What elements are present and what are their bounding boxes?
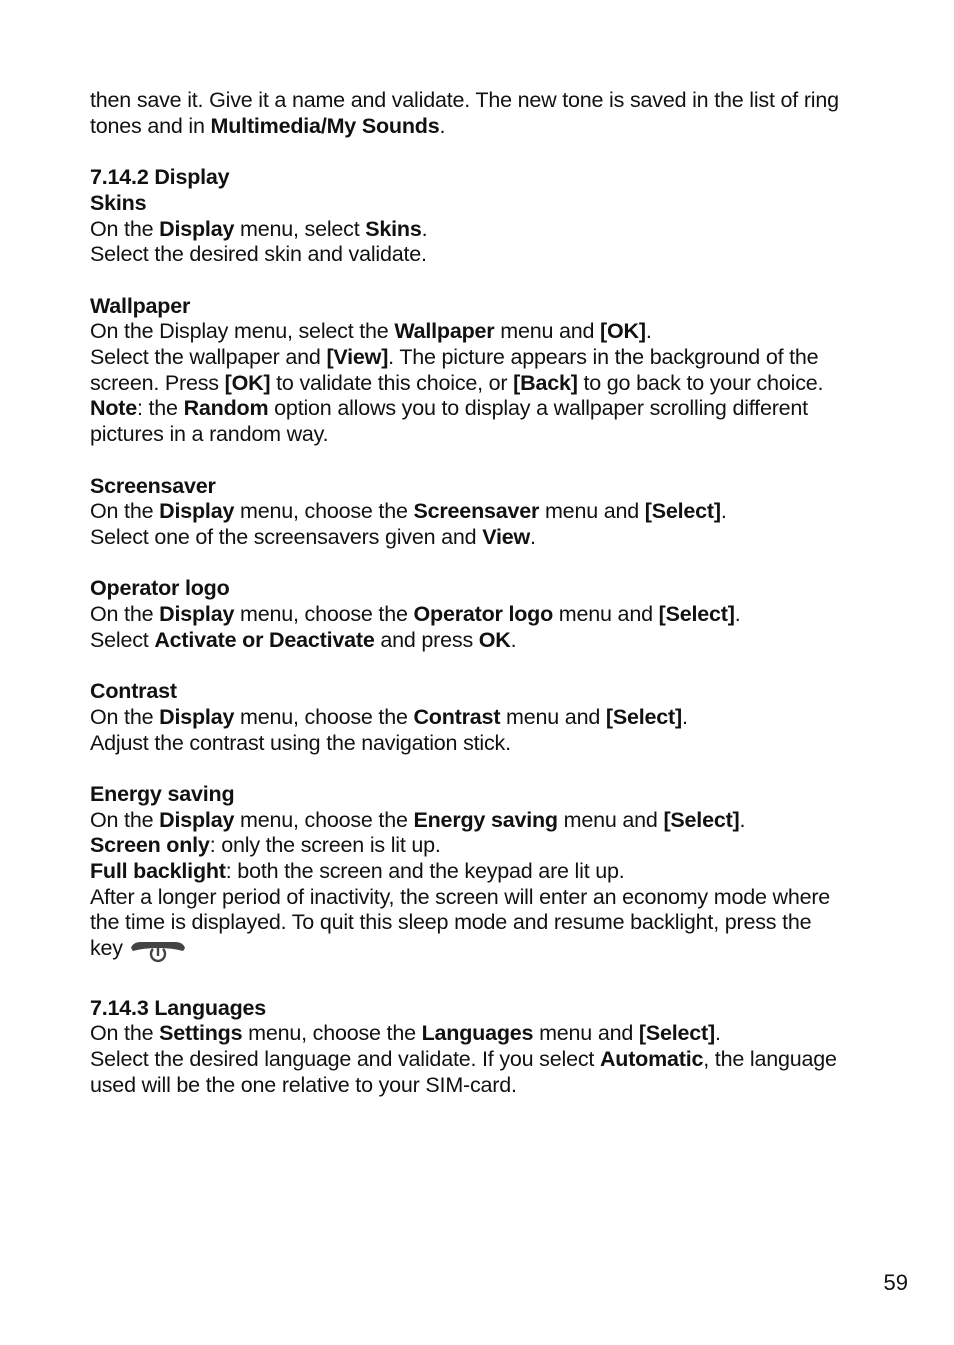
bold-term: Languages — [421, 1021, 534, 1046]
text-run: used will be the one relative to your SIM-card. — [90, 1072, 517, 1097]
text-run: On the Display menu, select the — [90, 319, 395, 344]
text-run: On the — [90, 499, 160, 524]
contrast-section — [90, 679, 910, 756]
text-line — [90, 996, 910, 1022]
bold-term: Display — [159, 499, 235, 524]
power-key-icon — [129, 939, 187, 970]
paragraph-gap — [90, 653, 910, 679]
text-run: tones and in — [90, 113, 211, 138]
text-run: menu, choose the — [234, 807, 414, 832]
section-7-14-3-languages — [90, 996, 910, 1099]
text-line — [90, 88, 910, 114]
bold-term: [Back] — [513, 370, 578, 395]
text-line — [90, 679, 910, 705]
text-line — [90, 833, 910, 859]
text-run: On the — [90, 602, 160, 626]
intro-paragraph — [90, 88, 910, 139]
text-run: menu and — [533, 1021, 639, 1046]
text-run: menu, select — [234, 216, 366, 241]
text-run: Select — [90, 627, 155, 652]
page-number: 59 — [883, 1270, 908, 1295]
paragraph-gap — [90, 970, 910, 996]
bold-term: Note — [90, 396, 137, 421]
text-line — [90, 499, 910, 525]
text-line — [90, 885, 910, 911]
text-line — [90, 808, 910, 834]
bold-term: Energy saving — [413, 807, 558, 832]
bold-term: [Select] — [663, 807, 740, 832]
text-line — [90, 474, 910, 500]
text-line — [90, 396, 910, 422]
text-run: . — [645, 319, 652, 344]
text-run: menu and — [553, 602, 659, 626]
text-run: . — [530, 524, 536, 549]
text-run: On the — [90, 1021, 160, 1046]
text-run: and press — [374, 627, 479, 652]
text-run: menu, choose the — [234, 499, 414, 524]
text-run: to validate this choice, or — [270, 370, 514, 395]
text-run: option allows you to display a wallpaper scrolling different — [268, 396, 808, 421]
bold-term: Settings — [159, 1021, 243, 1046]
text-run: menu, choose the — [234, 704, 414, 729]
text-run: Select one of the screensavers given and — [90, 524, 483, 549]
text-run: to go back to your choice. — [577, 370, 824, 395]
text-run: : the — [136, 396, 184, 421]
manual-page-body — [90, 88, 910, 1098]
bold-term: Wallpaper — [394, 319, 495, 344]
operator-logo-section — [90, 576, 910, 653]
text-run: Adjust the contrast using the navigation stick. — [90, 730, 511, 755]
bold-term: [OK] — [224, 370, 271, 395]
text-run: . — [714, 1021, 721, 1046]
bold-term: Display — [159, 602, 235, 626]
paragraph-gap — [90, 139, 910, 165]
text-run: menu and — [494, 319, 601, 344]
paragraph-gap — [90, 448, 910, 474]
bold-term: Energy saving — [90, 781, 235, 806]
text-run: menu and — [500, 704, 606, 729]
bold-term: Multimedia/My Sounds — [210, 113, 440, 138]
text-line — [90, 242, 910, 268]
text-line — [90, 114, 910, 140]
text-line — [90, 422, 910, 448]
text-run: menu, choose the — [234, 602, 414, 626]
bold-term: View — [482, 524, 530, 549]
text-run: . — [421, 216, 428, 241]
text-run: . — [720, 499, 727, 524]
bold-term: Display — [159, 807, 235, 832]
text-run: : both the screen and the keypad are lit up. — [225, 859, 625, 883]
paragraph-gap — [90, 268, 910, 294]
text-run: key — [90, 936, 123, 961]
paragraph-gap — [90, 551, 910, 577]
text-run: pictures in a random way. — [90, 422, 329, 447]
text-line — [90, 628, 910, 654]
text-line — [90, 705, 910, 731]
bold-term: OK — [478, 627, 511, 652]
wallpaper-section — [90, 294, 910, 448]
text-line — [90, 217, 910, 243]
text-line — [90, 319, 910, 345]
bold-term: [OK] — [600, 319, 646, 344]
bold-term: Full backlight — [90, 859, 226, 883]
text-run: . — [739, 807, 746, 832]
bold-term: Wallpaper — [90, 293, 191, 318]
text-line — [90, 294, 910, 320]
text-line — [90, 576, 910, 602]
text-run: screen. Press — [90, 370, 225, 395]
section-7-14-2-display — [90, 165, 910, 268]
bold-term: Contrast — [413, 704, 501, 729]
bold-term: 7.14.2 Display — [90, 165, 230, 190]
energy-saving-section — [90, 782, 910, 970]
bold-term: Operator logo — [413, 602, 554, 626]
bold-term: [Select] — [644, 499, 721, 524]
text-line — [90, 859, 910, 885]
bold-term: [Select] — [638, 1021, 715, 1046]
bold-term: Activate or Deactivate — [154, 627, 375, 652]
text-run: Select the desired skin and validate. — [90, 242, 427, 267]
bold-term: Skins — [365, 216, 422, 241]
text-line — [90, 371, 910, 397]
text-run: On the — [90, 807, 160, 832]
text-run: On the — [90, 216, 160, 241]
text-run: . — [510, 627, 517, 652]
text-line — [90, 1073, 910, 1099]
text-run: , the language — [703, 1046, 837, 1071]
text-run: Select the wallpaper and — [90, 345, 327, 369]
text-line — [90, 191, 910, 217]
text-line — [90, 731, 910, 757]
text-line — [90, 910, 910, 936]
text-line — [90, 525, 910, 551]
bold-term: Contrast — [90, 679, 177, 704]
text-run: menu, choose the — [242, 1021, 422, 1046]
bold-term: Display — [159, 216, 235, 241]
text-line — [90, 936, 910, 970]
bold-term: 7.14.3 Languages — [90, 995, 267, 1020]
screensaver-section — [90, 474, 910, 551]
bold-term: [Select] — [658, 602, 735, 626]
text-line — [90, 1021, 910, 1047]
bold-term: Screen only — [90, 833, 210, 858]
text-run: Select the desired language and validate. If you select — [90, 1046, 600, 1071]
paragraph-gap — [90, 756, 910, 782]
text-line — [90, 782, 910, 808]
bold-term: Screensaver — [90, 473, 216, 498]
bold-term: Automatic — [599, 1046, 704, 1071]
text-run: then save it. Give it a name and validate. The new tone is saved in the list of ring — [90, 88, 839, 112]
bold-term: Display — [159, 704, 235, 729]
text-run: . — [439, 113, 446, 138]
text-line — [90, 165, 910, 191]
text-run: After a longer period of inactivity, the screen will enter an economy mode where — [90, 884, 831, 909]
bold-term: [Select] — [605, 704, 682, 729]
text-run: . — [681, 704, 688, 729]
text-line — [90, 602, 910, 628]
text-run: the time is displayed. To quit this sleep mode and resume backlight, press the — [90, 910, 812, 935]
text-run: : only the screen is lit up. — [209, 833, 441, 858]
text-line — [90, 1047, 910, 1073]
text-run: On the — [90, 704, 160, 729]
text-run: . — [734, 602, 741, 626]
text-run: menu and — [557, 807, 664, 832]
bold-term: Random — [183, 396, 269, 421]
bold-term: [View] — [326, 345, 389, 369]
bold-term: Screensaver — [413, 499, 540, 524]
text-run: . The picture appears in the background of the — [388, 345, 819, 369]
bold-term: Operator logo — [90, 576, 230, 601]
text-run: menu and — [539, 499, 645, 524]
text-line — [90, 345, 910, 371]
bold-term: Skins — [90, 190, 147, 215]
